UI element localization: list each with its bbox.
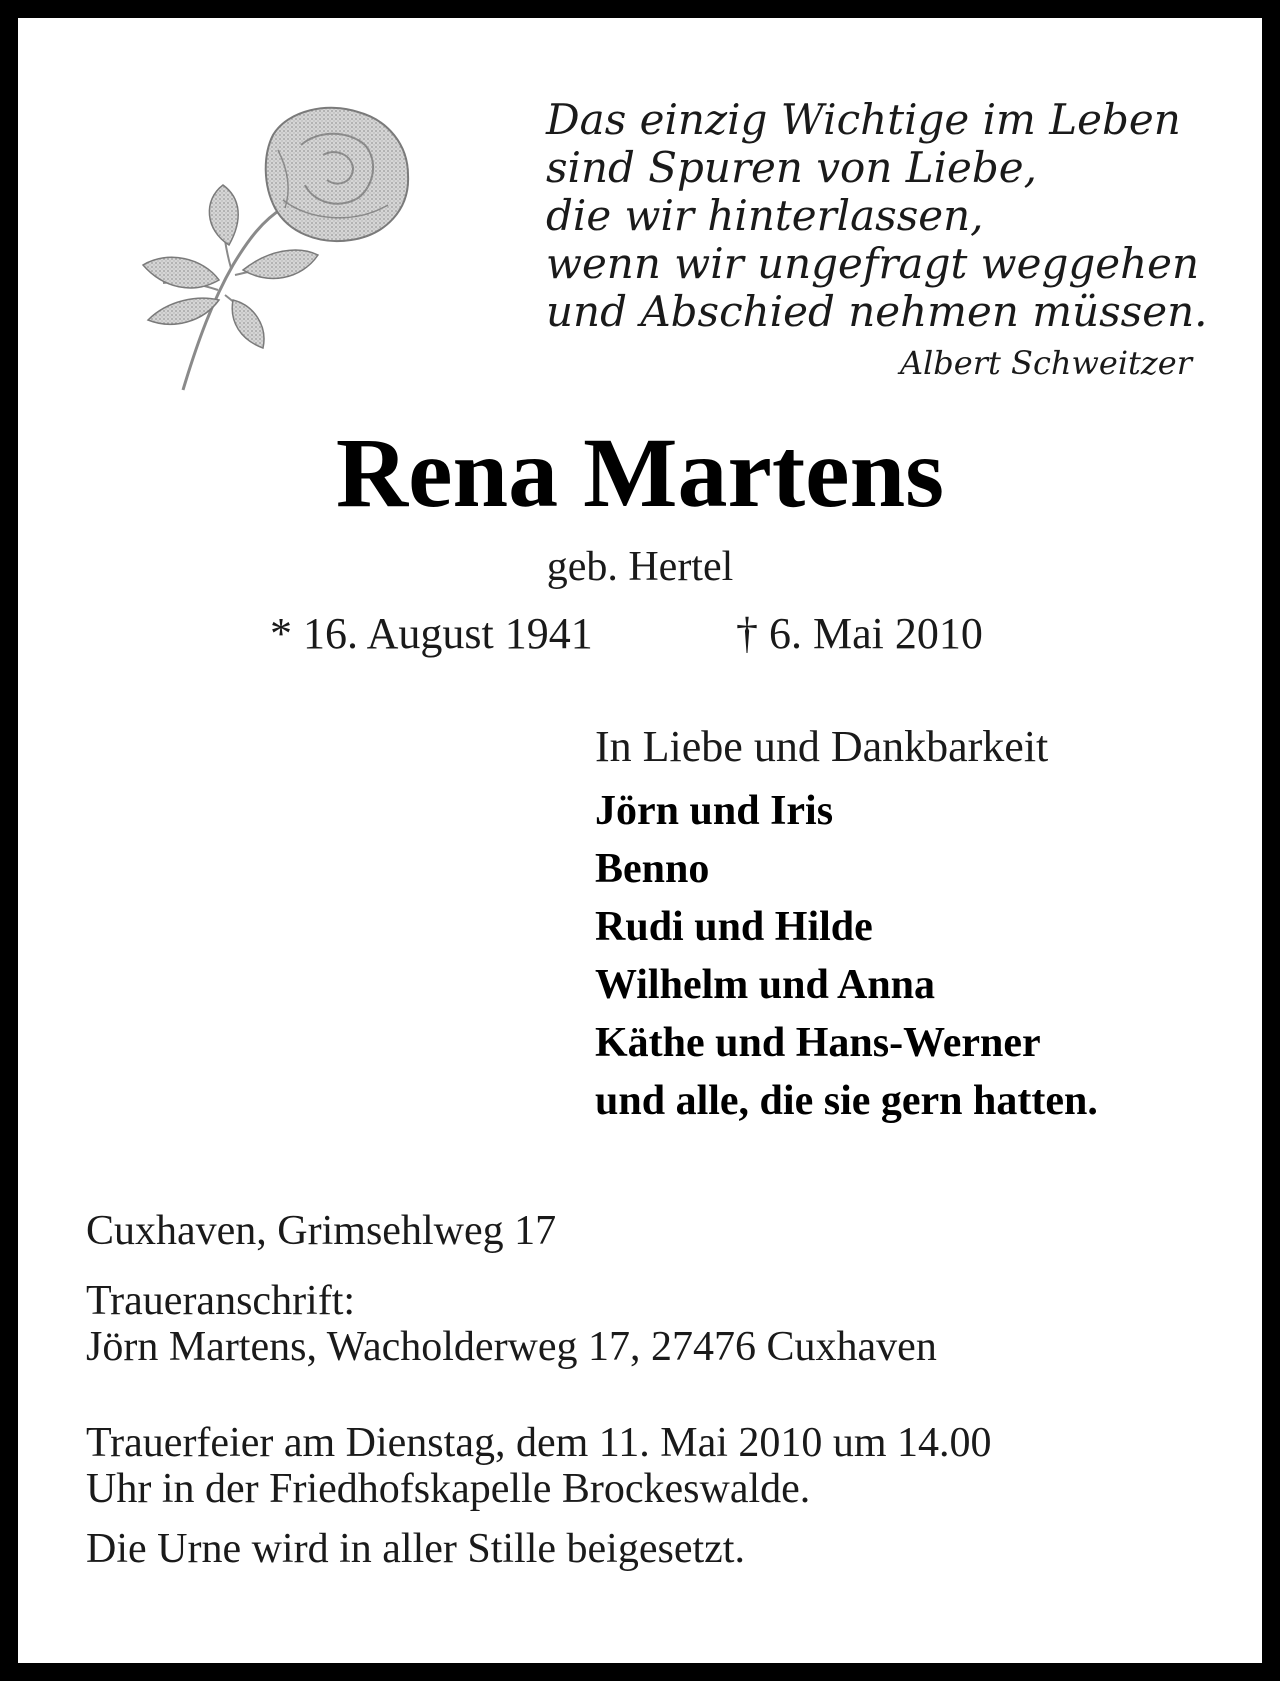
urn-note [86,1526,745,1572]
residence-text: Cuxhaven, Grimsehlweg 17 [86,1208,557,1254]
family-member: Rudi und Hilde [595,904,873,950]
address-label: Traueranschrift: [86,1278,356,1324]
family-member: Wilhelm und Anna [595,962,936,1008]
quote-line: wenn wir ungefragt weggehen [546,239,1200,288]
family-member: und alle, die sie gern hatten. [595,1078,1098,1124]
mourning-address [86,1278,937,1370]
family-member: Benno [595,846,710,892]
service-line: Trauerfeier am Dienstag, dem 11. Mai 2010 um 14.00 [86,1420,992,1466]
deceased-name: Rena Martens [335,417,945,528]
family-member: Käthe und Hans-Werner [595,1020,1041,1066]
quote-line: Das einzig Wichtige im Leben [546,95,1181,144]
family-list [595,782,1098,1130]
quote-author: Albert Schweitzer [899,344,1192,382]
service-line: Uhr in der Friedhofskapelle Brockeswalde. [86,1466,811,1512]
family-member: Jörn und Iris [595,788,834,834]
rose-icon [123,90,443,410]
quote-line: sind Spuren von Liebe, [546,143,1037,192]
residence [86,1208,556,1254]
mourners-intro: In Liebe und Dankbarkeit [595,722,1049,771]
death-date: † 6. Mai 2010 [736,609,983,658]
obituary-notice [18,18,1262,1663]
funeral-service [86,1420,992,1512]
quote-line: und Abschied nehmen müssen. [546,287,1208,336]
mourners-block [595,718,1098,1130]
quote [546,96,1226,336]
quote-line: die wir hinterlassen, [546,191,984,240]
birth-name: geb. Hertel [546,544,734,590]
birth-date: * 16. August 1941 [270,609,593,658]
address-text: Jörn Martens, Wacholderweg 17, 27476 Cuxhaven [86,1324,937,1370]
urn-text: Die Urne wird in aller Stille beigesetzt. [86,1526,745,1572]
